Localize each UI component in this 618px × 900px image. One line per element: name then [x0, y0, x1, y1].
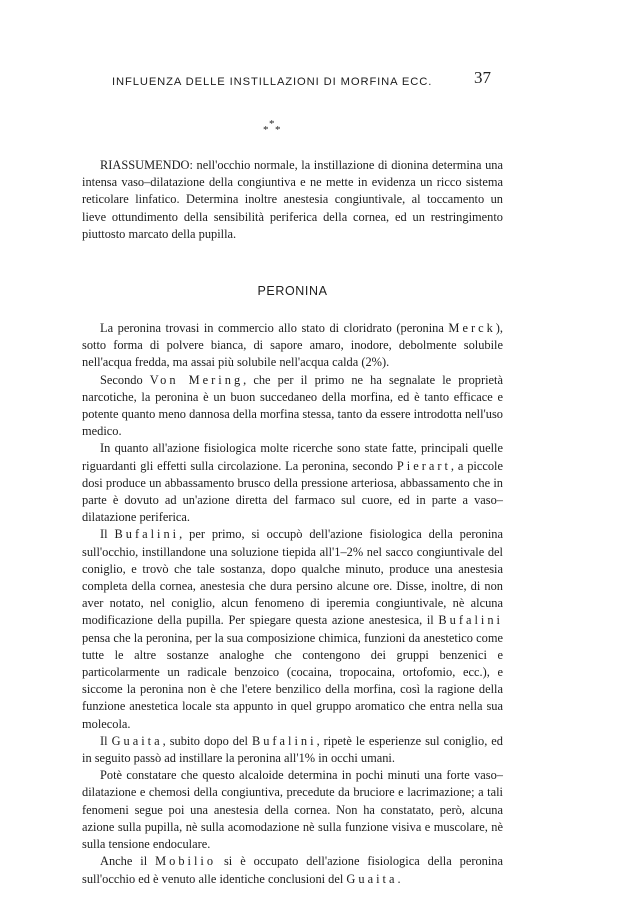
author-name: Bufalini	[438, 613, 503, 628]
paragraph-text: .	[397, 871, 401, 886]
section-heading: PERONINA	[257, 284, 328, 298]
body-paragraph	[82, 320, 503, 372]
paragraph-text: ), sotto forma di polvere bianca, di sapore amaro, inodore, debolmente solubile nell'acqua fredda, ma assai più solubile nell'acqua calda (2%).	[82, 321, 503, 370]
section-body	[82, 320, 503, 888]
paragraph-text: , che per il primo ne ha segnalate le proprietà narcotiche, la peronina è un buon succedaneo della morfina, ed è tanto efficace e potente quanto meno dannosa della morfina stessa, tanto da essere introdotta nell'uso medico.	[82, 372, 503, 439]
author-name: Von Mering	[149, 372, 244, 387]
author-name: Bufalini	[114, 527, 180, 542]
summary-block	[82, 157, 503, 243]
summary-paragraph: RIASSUMENDO: nell'occhio normale, la instillazione di dionina determina una intensa vaso–dilatazione della congiuntiva e ne mette in evidenza un ricco sistema reticolare linfatico. Determina inoltre anestesia congiuntivale, al toccamento un lieve ottundimento della sensibilità periferica della cornea, ed un restringimento piuttosto marcato della pupilla.	[82, 158, 503, 241]
paragraph-text: La peronina trovasi in commercio allo stato di cloridrato (peronina	[100, 321, 449, 335]
asterism-star: *	[263, 124, 269, 136]
body-paragraph	[82, 853, 503, 887]
paragraph-text: , ripetè le esperienze sul coniglio, ed in seguito passò ad instillare la peronina all'1% in occhi umani.	[82, 733, 503, 766]
body-paragraph	[82, 526, 503, 732]
author-name: Bufalini	[251, 733, 317, 748]
paragraph-text: , per primo, si occupò dell'azione fisiologica della peronina sull'occhio, instillandone una soluzione tiepida all'1–2% nel sacco congiuntivale del coniglio, e trovò che tale sostanza, dopo qualche minuto, produce una anestesia completa della cornea, anestesia che dura persino alcune ore. Disse, inoltre, di non aver notato, nel coniglio, alcun fenomeno di iperemia congiuntivale, nè alcuna modificazione della pupilla. Per spiegare questa azione anestesica, il	[82, 527, 503, 628]
asterism-star: *	[275, 124, 281, 136]
paragraph-text: , subito dopo del	[162, 733, 252, 748]
author-name: Guaita	[111, 733, 163, 748]
paragraph-text: Anche il	[100, 854, 156, 869]
page-number: 37	[474, 68, 491, 87]
running-head: INFLUENZA DELLE INSTILLAZIONI DI MORFINA ECC.	[112, 76, 433, 88]
paragraph-text: Potè constatare che questo alcaloide determina in pochi minuti una forte vaso–dilatazione e chemosi della congiuntiva, precedute da bruciore e lacrimazione; a tali fenomeni segue poi una anestesia della cornea. Non ha constatato, però, alcuna azione sulla pupilla, nè sulla acomodazione nè sulla funzione visiva e muscolare, nè sulla tensione endoculare.	[82, 768, 503, 852]
paragraph-text: In quanto all'azione fisiologica molte ricerche sono state fatte, principali quelle riguardanti gli effetti sulla circolazione. La peronina, secondo	[82, 441, 503, 473]
author-name: Guaita	[346, 871, 398, 886]
paragraph-text: pensa che la peronina, per la sua composizione chimica, funzioni da anestetico come tutte le altre sostanze analoghe che contengono dei gruppi benzenici e particolarmente un radicale benzoico (cocaina, tropocaina, ortofomio, ecc.), e siccome la peronina non è che l'etere benzilico della morfina, così la ragione della funzione anestetica locale sta appunto in quel gruppo aromatico che entra nella sua molecola.	[82, 630, 503, 731]
author-name: Merck	[448, 321, 496, 335]
author-name: Pierart	[396, 458, 451, 473]
asterism	[262, 119, 286, 135]
body-paragraph	[82, 440, 503, 526]
paragraph-text: Il	[100, 733, 112, 748]
paragraph-text: Il	[100, 527, 115, 542]
author-name: Mobilio	[155, 854, 217, 869]
asterism-star: *	[269, 118, 275, 130]
paragraph-text: Secondo	[100, 372, 150, 387]
body-paragraph	[82, 767, 503, 853]
paragraph-text: si è occupato dell'azione fisiologica della peronina sull'occhio ed è venuto alle identiche conclusioni del	[82, 854, 503, 886]
paragraph-text: , a piccole dosi produce un abbassamento brusco della pressione arteriosa, abbassamento che in parte è dovuto ad un'azione diretta del farmaco sul cuore, ed in parte a vaso–dilatazione periferica.	[82, 458, 503, 525]
body-paragraph	[82, 733, 503, 767]
body-paragraph	[82, 372, 503, 441]
